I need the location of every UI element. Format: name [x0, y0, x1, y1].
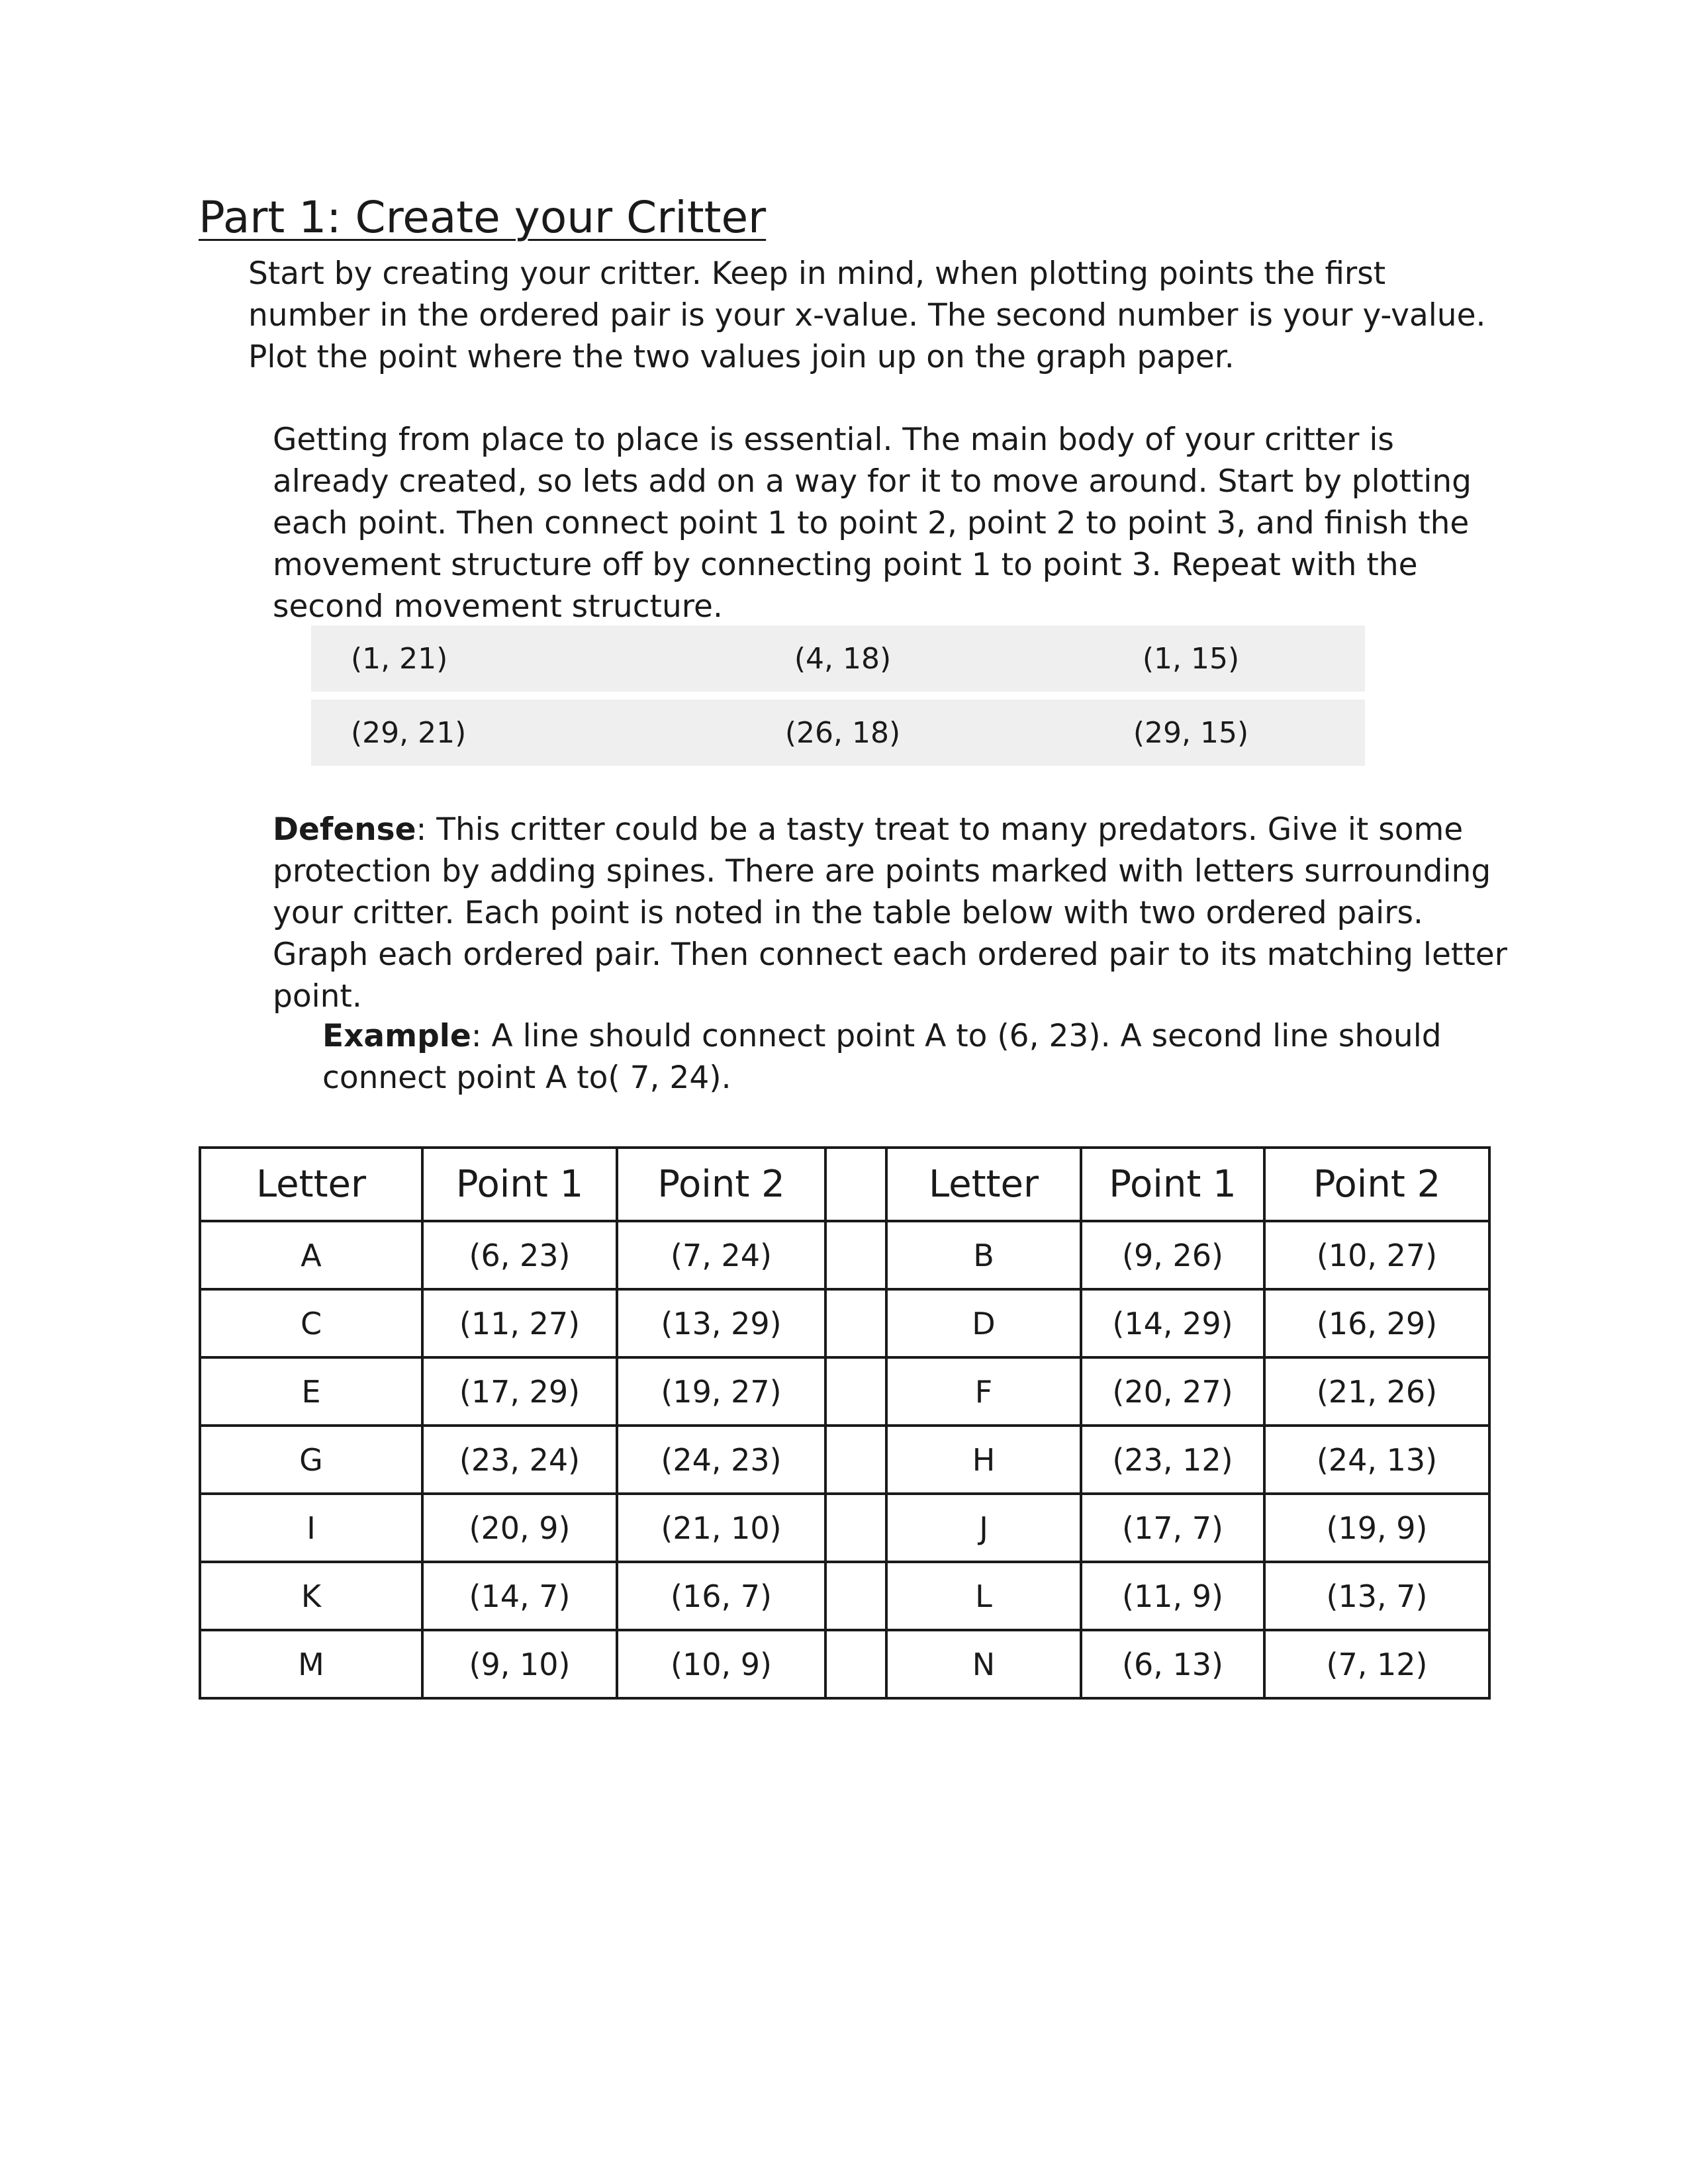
intro-paragraph: Start by creating your critter. Keep in mind, when plotting points the first number in the ordered pair is your x-value. The second number is your y-value. Plot the point where the two values join up on the graph paper. — [248, 255, 1486, 375]
movement-point: (4, 18) — [794, 641, 892, 676]
movement-paragraph: Getting from place to place is essential. The main body of your critter is already created, so lets add on a way for it to move around. Start by plotting each point. Then connect point 1 to point 2, point 2 to point 3, and finish the movement structure off by connecting point 1 to point 3. Repeat with the second movement structure. — [273, 422, 1472, 625]
point-cell: (14, 29) — [1081, 1289, 1264, 1357]
letter-cell: G — [200, 1426, 422, 1494]
point-cell: (13, 7) — [1264, 1562, 1489, 1630]
point-cell: (13, 29) — [617, 1289, 825, 1357]
spacer-cell — [825, 1357, 886, 1426]
point-cell: (7, 24) — [617, 1221, 825, 1289]
point-cell: (11, 27) — [422, 1289, 617, 1357]
movement-point: (1, 15) — [1142, 641, 1240, 676]
table-row — [200, 1630, 1489, 1698]
letter-cell: N — [886, 1630, 1081, 1698]
spacer-cell — [825, 1148, 886, 1221]
point-cell: (10, 9) — [617, 1630, 825, 1698]
point-cell: (23, 24) — [422, 1426, 617, 1494]
movement-structure-row — [311, 700, 1365, 766]
spacer-cell — [825, 1221, 886, 1289]
movement-points-table — [311, 625, 1365, 774]
point-cell: (16, 29) — [1264, 1289, 1489, 1357]
column-header: Point 2 — [1264, 1148, 1489, 1221]
point-cell: (10, 27) — [1264, 1221, 1489, 1289]
point-cell: (19, 9) — [1264, 1494, 1489, 1562]
column-header: Letter — [200, 1148, 422, 1221]
spacer-cell — [825, 1426, 886, 1494]
point-cell: (7, 12) — [1264, 1630, 1489, 1698]
point-cell: (20, 27) — [1081, 1357, 1264, 1426]
point-cell: (19, 27) — [617, 1357, 825, 1426]
table-row — [200, 1494, 1489, 1562]
spacer-cell — [825, 1630, 886, 1698]
movement-point: (1, 21) — [351, 641, 448, 676]
column-header: Point 1 — [422, 1148, 617, 1221]
table-row — [200, 1562, 1489, 1630]
movement-structure-row — [311, 625, 1365, 692]
letter-cell: F — [886, 1357, 1081, 1426]
point-cell: (14, 7) — [422, 1562, 617, 1630]
letter-cell: A — [200, 1221, 422, 1289]
defense-paragraph — [273, 809, 1517, 1017]
point-cell: (17, 29) — [422, 1357, 617, 1426]
point-cell: (20, 9) — [422, 1494, 617, 1562]
page-title: Part 1: Create your Critter — [199, 192, 767, 243]
letter-cell: C — [200, 1289, 422, 1357]
table-row — [200, 1221, 1489, 1289]
spacer-cell — [825, 1289, 886, 1357]
point-cell: (24, 13) — [1264, 1426, 1489, 1494]
point-cell: (21, 10) — [617, 1494, 825, 1562]
letter-cell: L — [886, 1562, 1081, 1630]
letter-cell: D — [886, 1289, 1081, 1357]
point-cell: (21, 26) — [1264, 1357, 1489, 1426]
spacer-cell — [825, 1494, 886, 1562]
letter-cell: I — [200, 1494, 422, 1562]
point-cell: (24, 23) — [617, 1426, 825, 1494]
spacer-cell — [825, 1562, 886, 1630]
letter-cell: E — [200, 1357, 422, 1426]
point-cell: (9, 10) — [422, 1630, 617, 1698]
point-cell: (6, 13) — [1081, 1630, 1264, 1698]
table-row — [200, 1426, 1489, 1494]
letter-cell: K — [200, 1562, 422, 1630]
column-header: Point 1 — [1081, 1148, 1264, 1221]
point-cell: (9, 26) — [1081, 1221, 1264, 1289]
movement-point: (29, 21) — [351, 715, 467, 750]
defense-label: Defense — [273, 811, 416, 848]
example-paragraph — [322, 1015, 1514, 1099]
letter-cell: H — [886, 1426, 1081, 1494]
point-cell: (23, 12) — [1081, 1426, 1264, 1494]
column-header: Point 2 — [617, 1148, 825, 1221]
letter-cell: B — [886, 1221, 1081, 1289]
movement-point: (26, 18) — [784, 715, 901, 750]
column-header: Letter — [886, 1148, 1081, 1221]
letter-cell: J — [886, 1494, 1081, 1562]
point-cell: (6, 23) — [422, 1221, 617, 1289]
point-cell: (16, 7) — [617, 1562, 825, 1630]
table-row — [200, 1357, 1489, 1426]
spine-points-table — [199, 1146, 1491, 1700]
example-label: Example — [322, 1018, 471, 1054]
defense-text: : This critter could be a tasty treat to many predators. Give it some protection by adding spines. There are points marked with letters surrounding your critter. Each point is noted in the table below with two ordered pairs. Graph each ordered pair. Then connect each ordered pair to its matching letter point. — [273, 811, 1507, 1015]
example-text: : A line should connect point A to (6, 23). A second line should connect point A to( 7, 24). — [322, 1018, 1442, 1096]
movement-point: (29, 15) — [1133, 715, 1249, 750]
table-row — [200, 1289, 1489, 1357]
letter-cell: M — [200, 1630, 422, 1698]
point-cell: (17, 7) — [1081, 1494, 1264, 1562]
table-header-row — [200, 1148, 1489, 1221]
point-cell: (11, 9) — [1081, 1562, 1264, 1630]
